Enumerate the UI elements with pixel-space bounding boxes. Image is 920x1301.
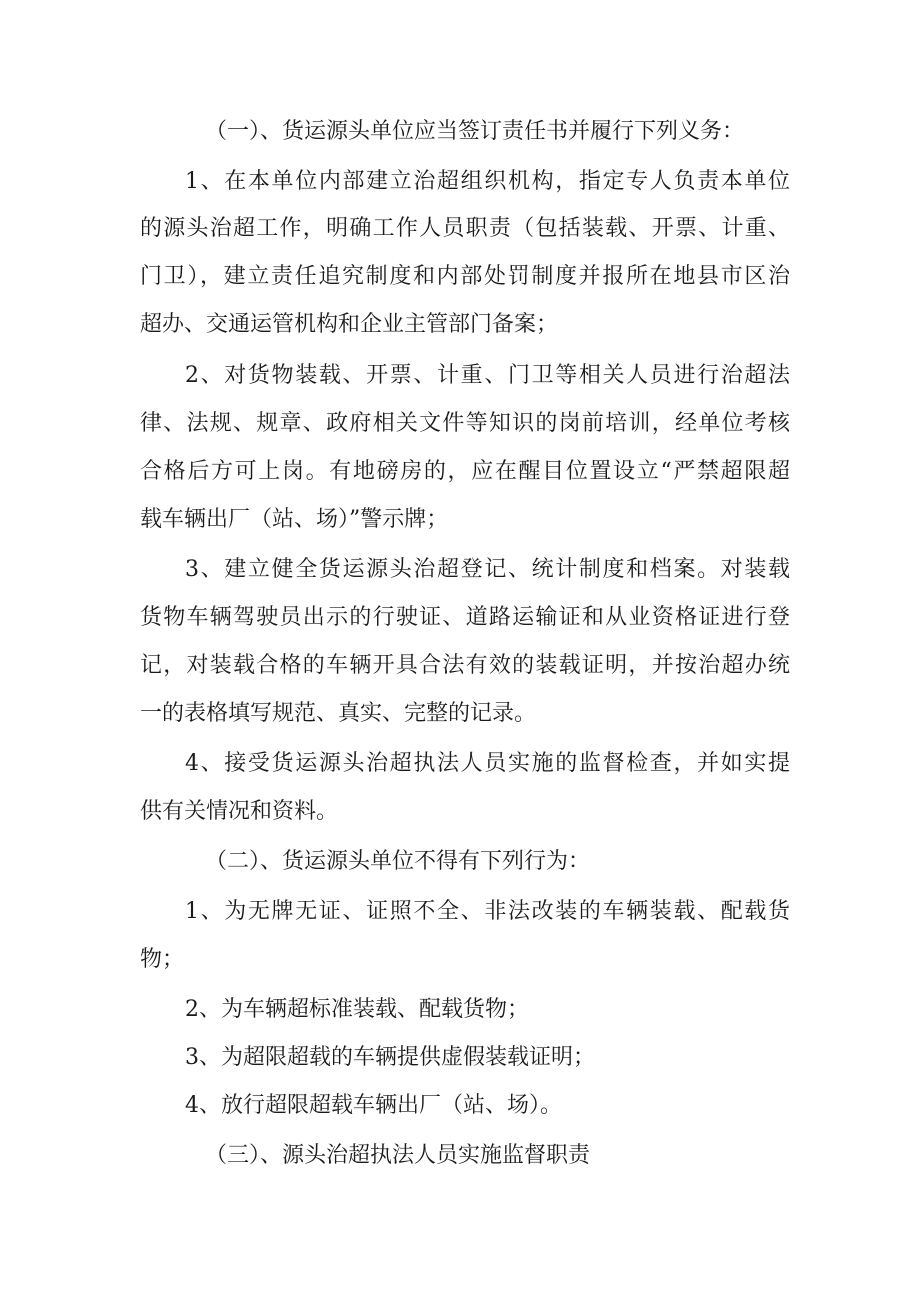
paragraph-line: 律、法规、规章、政府相关文件等知识的岗前培训，经单位考核 [140,411,790,436]
paragraph-line: 2、为车辆超标准装载、配载货物； [185,997,529,1022]
paragraph-line: 载车辆出厂（站、场）”警示牌； [140,507,449,532]
section-heading-2: （二）、货运源头单位不得有下列行为： [205,849,591,874]
paragraph-line: 门卫），建立责任追究制度和内部处罚制度并报所在地县市区治 [140,264,790,289]
paragraph-line: 合格后方可上岗。有地磅房的，应在醒目位置设立“严禁超限超 [140,459,790,484]
paragraph-line: 的源头治超工作，明确工作人员职责（包括装载、开票、计重、 [140,216,790,241]
paragraph-line: 物； [140,947,185,972]
paragraph-line: 3、为超限超载的车辆提供虚假装载证明； [185,1045,595,1070]
paragraph-line: 货物车辆驾驶员出示的行驶证、道路运输证和从业资格证进行登 [140,605,790,630]
paragraph-line: 2、对货物装载、开票、计重、门卫等相关人员进行治超法 [185,363,790,388]
paragraph-line: 1、为无牌无证、证照不全、非法改装的车辆装载、配载货 [185,899,790,924]
section-heading-3: （三）、源头治超执法人员实施监督职责 [205,1143,591,1168]
paragraph-line: 超办、交通运管机构和企业主管部门备案； [140,312,559,337]
paragraph-line: 记，对装载合格的车辆开具合法有效的装载证明，并按治超办统 [140,653,790,678]
section-heading-1: （一）、货运源头单位应当签订责任书并履行下列义务： [205,119,745,144]
paragraph-line: 1、在本单位内部建立治超组织机构，指定专人负责本单位 [185,169,790,194]
paragraph-line: 4、接受货运源头治超执法人员实施的监督检查，并如实提 [185,751,790,776]
paragraph-line: 4、放行超限超载车辆出厂（站、场）。 [185,1093,562,1118]
paragraph-line: 一的表格填写规范、真实、完整的记录。 [140,701,537,726]
paragraph-line: 供有关情况和资料。 [140,799,339,824]
paragraph-line: 3、建立健全货运源头治超登记、统计制度和档案。对装载 [185,557,790,582]
